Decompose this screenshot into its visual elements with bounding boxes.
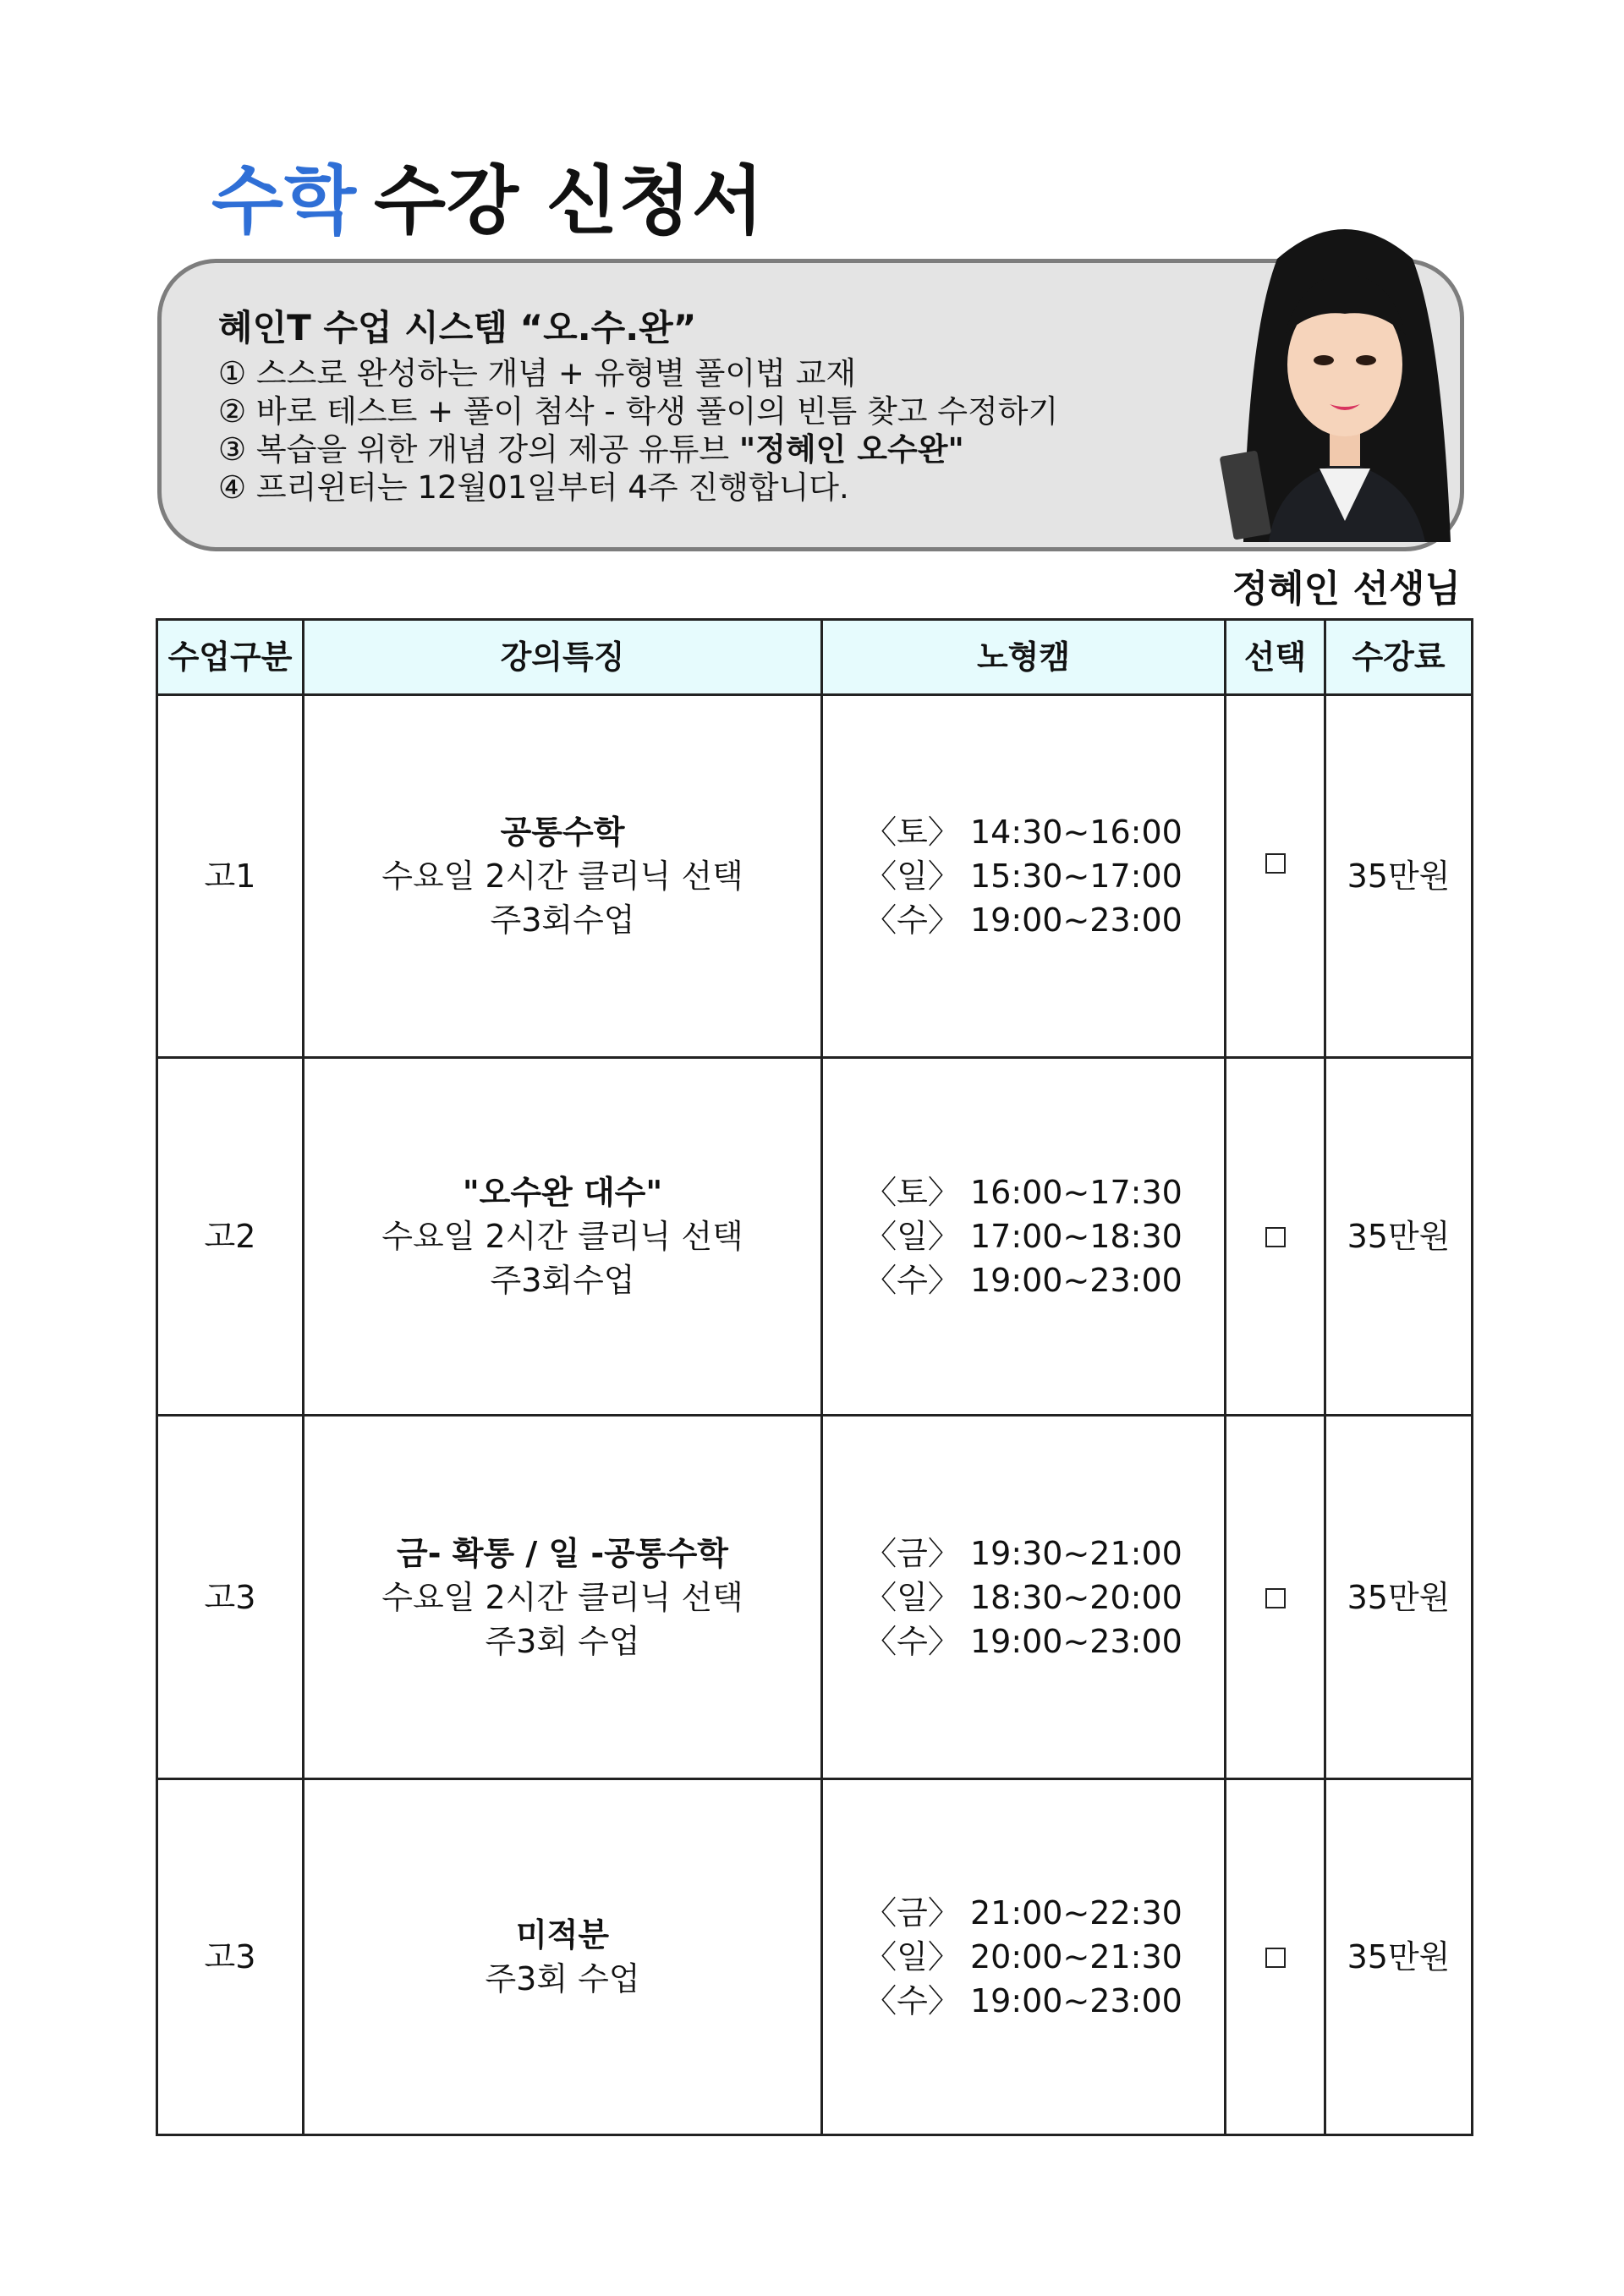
select-checkbox[interactable] — [1265, 1227, 1286, 1247]
page-title — [211, 142, 765, 249]
features-cell — [304, 1416, 822, 1779]
info-heading: 혜인T 수업 시스템 “오.수.완” — [218, 307, 697, 348]
schedule-cell — [822, 1416, 1226, 1779]
course-name: 금- 확통 / 일 -공통수학 — [396, 1534, 728, 1572]
select-cell — [1226, 695, 1325, 1058]
schedule-line: 〈일〉 20:00~21:30 — [864, 1938, 1182, 1975]
schedule-cell — [822, 1058, 1226, 1416]
header-campus-schedule: 노형캠 — [822, 620, 1226, 695]
header-features: 강의특징 — [304, 620, 822, 695]
select-checkbox[interactable] — [1265, 853, 1286, 874]
course-name: 미적분 — [515, 1916, 610, 1954]
schedule-line: 〈수〉 19:00~23:00 — [864, 1262, 1182, 1299]
title-subject: 수학 — [211, 157, 358, 244]
grade-cell: 고1 — [157, 695, 304, 1058]
teacher-name: 정혜인 선생님 — [1232, 567, 1461, 611]
table-row — [157, 1779, 1473, 2135]
schedule-line: 〈금〉 21:00~22:30 — [864, 1894, 1182, 1932]
schedule-line: 〈토〉 16:00~17:30 — [864, 1174, 1182, 1211]
title-rest: 수강 신청서 — [374, 157, 765, 244]
feature-line: 수요일 2시간 클리닉 선택 — [381, 1578, 743, 1616]
schedule-line: 〈일〉 15:30~17:00 — [864, 858, 1182, 895]
features-cell — [304, 1058, 822, 1416]
fee-cell: 35만원 — [1325, 1416, 1473, 1779]
select-checkbox[interactable] — [1265, 1588, 1286, 1608]
feature-line: 주3회 수업 — [485, 1622, 640, 1660]
select-cell — [1226, 1416, 1325, 1779]
schedule-line: 〈수〉 19:00~23:00 — [864, 1982, 1182, 2019]
schedule-line: 〈수〉 19:00~23:00 — [864, 901, 1182, 939]
feature-line: 주3회수업 — [490, 1262, 635, 1299]
course-name: "오수완 대수" — [462, 1174, 663, 1211]
youtube-channel-name: "정혜인 오수완" — [738, 431, 964, 468]
header-fee: 수강료 — [1325, 620, 1473, 695]
schedule-line: 〈토〉 14:30~16:00 — [864, 814, 1182, 851]
info-item: ① 스스로 완성하는 개념 + 유형별 풀이법 교재 — [218, 355, 857, 392]
features-cell — [304, 695, 822, 1058]
info-item-text: ③ 복습을 위한 개념 강의 제공 유튜브 — [218, 431, 739, 468]
schedule-line: 〈일〉 17:00~18:30 — [864, 1218, 1182, 1255]
schedule-cell — [822, 695, 1226, 1058]
fee-cell: 35만원 — [1325, 1058, 1473, 1416]
grade-cell: 고2 — [157, 1058, 304, 1416]
table-row — [157, 1416, 1473, 1779]
info-item: ④ 프리윈터는 12월01일부터 4주 진행합니다. — [218, 469, 849, 506]
schedule-line: 〈금〉 19:30~21:00 — [864, 1534, 1182, 1572]
schedule-cell — [822, 1779, 1226, 2135]
fee-cell: 35만원 — [1325, 695, 1473, 1058]
course-name: 공통수학 — [500, 814, 625, 851]
course-table — [156, 618, 1473, 2136]
fee-cell: 35만원 — [1325, 1779, 1473, 2135]
table-header-row — [157, 620, 1473, 695]
feature-line: 주3회수업 — [490, 901, 635, 939]
feature-line: 수요일 2시간 클리닉 선택 — [381, 1218, 743, 1255]
features-cell — [304, 1779, 822, 2135]
feature-line: 수요일 2시간 클리닉 선택 — [381, 858, 743, 895]
schedule-line: 〈수〉 19:00~23:00 — [864, 1622, 1182, 1660]
header-select: 선택 — [1226, 620, 1325, 695]
feature-line: 주3회 수업 — [485, 1960, 640, 1997]
grade-cell: 고3 — [157, 1416, 304, 1779]
info-item — [218, 430, 1058, 469]
info-item: ② 바로 테스트 + 풀이 첨삭 - 학생 풀이의 빈틈 찾고 수정하기 — [218, 393, 1059, 430]
select-cell — [1226, 1058, 1325, 1416]
table-row — [157, 695, 1473, 1058]
schedule-line: 〈일〉 18:30~20:00 — [864, 1578, 1182, 1616]
grade-cell: 고3 — [157, 1779, 304, 2135]
teacher-portrait-illustration — [1218, 208, 1472, 546]
header-class-type: 수업구분 — [157, 620, 304, 695]
info-list — [218, 354, 1058, 507]
select-cell — [1226, 1779, 1325, 2135]
select-checkbox[interactable] — [1265, 1948, 1286, 1968]
table-row — [157, 1058, 1473, 1416]
